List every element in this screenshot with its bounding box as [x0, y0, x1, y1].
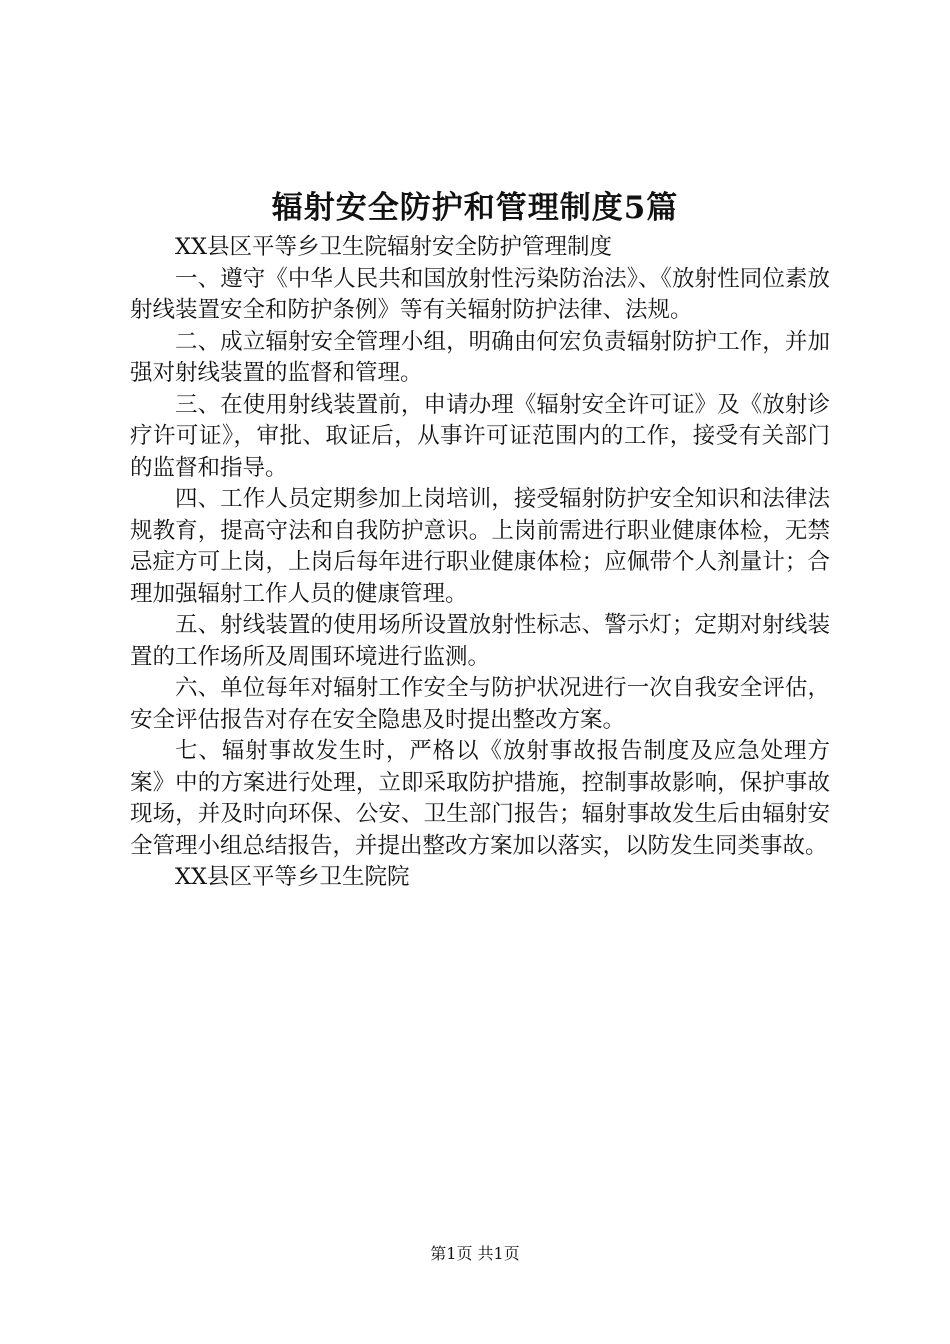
paragraph-signature: XX县区平等乡卫生院院: [175, 864, 410, 890]
document-title: 辐射安全防护和管理制度5篇: [271, 190, 679, 226]
paragraph-item-5: 五、射线装置的使用场所设置放射性标志、警示灯；定期对射线装置的工作场所及周围环境进行监测。: [130, 612, 830, 670]
paragraph-item-3: 三、在使用射线装置前，申请办理《辐射安全许可证》及《放射诊疗许可证》，审批、取证后，从事许可证范围内的工作，接受有关部门的监督和指导。: [130, 391, 830, 481]
paragraph-item-2: 二、成立辐射安全管理小组，明确由何宏负责辐射防护工作，并加强对射线装置的监督和管理。: [130, 328, 830, 386]
paragraph-item-1: 一、遵守《中华人民共和国放射性污染防治法》、《放射性同位素放射线装置安全和防护条例》等有关辐射防护法律、法规。: [130, 265, 830, 323]
document-body: [130, 232, 830, 894]
page-footer: 第1页 共1页: [430, 1244, 520, 1263]
paragraph-heading: XX县区平等乡卫生院辐射安全防护管理制度: [175, 234, 613, 260]
paragraph-item-7: 七、辐射事故发生时，严格以《放射事故报告制度及应急处理方案》中的方案进行处理，立即采取防护措施，控制事故影响，保护事故现场，并及时向环保、公安、卫生部门报告；辐射事故发生后由辐射安全管理小组总结报告，并提出整改方案加以落实，以防发生同类事故。: [130, 738, 830, 859]
paragraph-item-4: 四、工作人员定期参加上岗培训，接受辐射防护安全知识和法律法规教育，提高守法和自我防护意识。上岗前需进行职业健康体检，无禁忌症方可上岗，上岗后每年进行职业健康体检；应佩带个人剂量计；合理加强辐射工作人员的健康管理。: [130, 486, 830, 607]
paragraph-item-6: 六、单位每年对辐射工作安全与防护状况进行一次自我安全评估，安全评估报告对存在安全隐患及时提出整改方案。: [130, 675, 830, 733]
